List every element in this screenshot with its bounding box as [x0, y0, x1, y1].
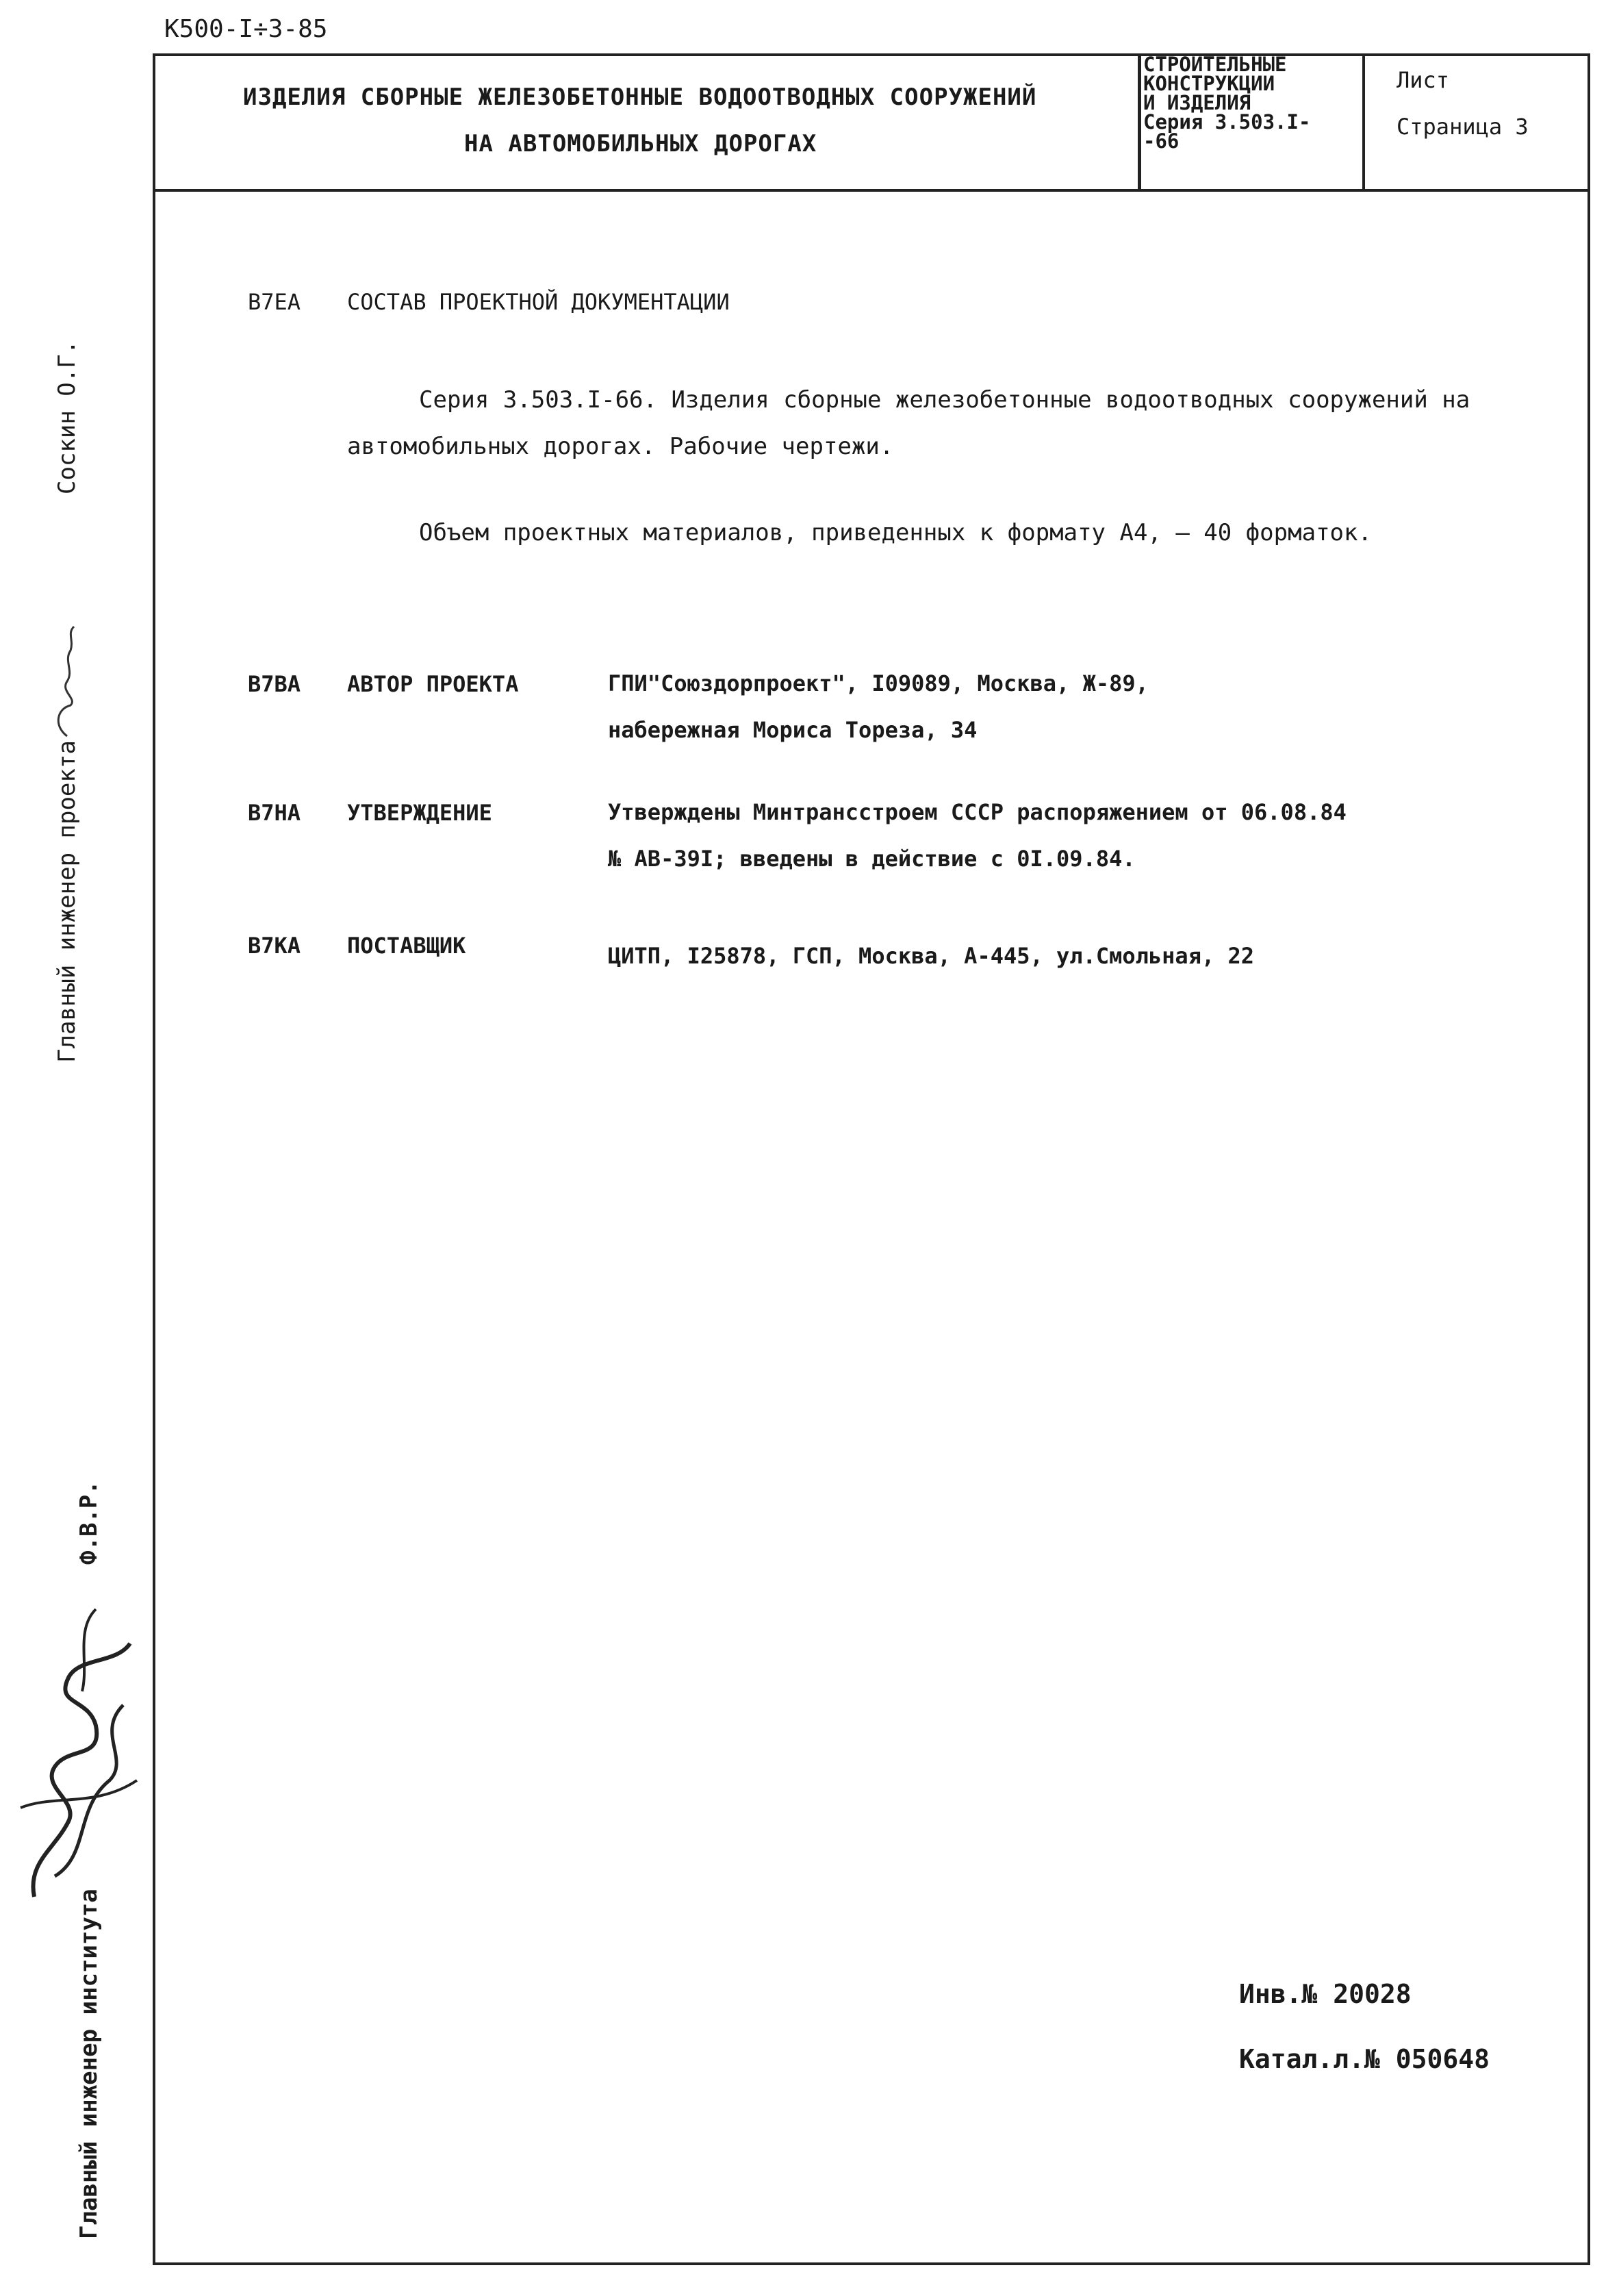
supplier-label: ПОСТАВЩИК — [347, 933, 466, 959]
signature — [40, 623, 88, 740]
author-label: АВТОР ПРОЕКТА — [347, 671, 519, 697]
header-band — [153, 53, 1590, 192]
header-divider — [1138, 53, 1141, 192]
header-title-line-2: НА АВТОМОБИЛЬНЫХ ДОРОГАХ — [464, 130, 817, 157]
approval-label: УТВЕРЖДЕНИЕ — [347, 800, 492, 826]
side-stamp-chief-engineer: Главный инженер проекта — [53, 740, 81, 1063]
series-line: КОНСТРУКЦИИ — [1143, 72, 1275, 95]
author-line: ГПИ"Союздорпроект", І09089, Москва, Ж-89, — [608, 670, 1149, 696]
document-code: К500-І÷3-85 — [164, 15, 328, 43]
page-label: Страница 3 — [1397, 114, 1529, 140]
sheet-label: Лист — [1397, 67, 1450, 93]
author-code: В7ВА — [248, 671, 301, 697]
author-value — [608, 660, 1498, 753]
approval-value — [608, 789, 1498, 882]
series-line: СТРОИТЕЛЬНЫЕ — [1143, 53, 1287, 76]
supplier-value: ЦИТП, І25878, ГСП, Москва, А-445, ул.Смольная, 22 — [608, 943, 1255, 969]
signature — [14, 1602, 151, 1904]
composition-code: В7ЕА — [248, 289, 301, 315]
header-divider — [1362, 53, 1365, 192]
approval-line: № АВ-39І; введены в действие с 0І.09.84. — [608, 846, 1136, 872]
supplier-code: В7КА — [248, 933, 301, 959]
side-stamp-name: Соскин О.Г. — [53, 340, 81, 494]
inventory-number: Инв.№ 20028 — [1239, 1979, 1412, 2009]
author-line: набережная Мориса Тореза, 34 — [608, 717, 978, 743]
composition-volume: Объем проектных материалов, приведенных к формату А4, – 40 форматок. — [419, 519, 1372, 546]
catalog-number: Катал.л.№ 050648 — [1239, 2044, 1490, 2074]
side-stamp-chief-engineer-institute: Главный инженер института — [75, 1889, 103, 2239]
side-stamp-name: Ф.В.Р. — [75, 1480, 103, 1565]
approval-line: Утверждены Минтрансстроем СССР распоряжением от 06.08.84 — [608, 799, 1347, 825]
series-line: И ИЗДЕЛИЯ — [1143, 91, 1251, 114]
composition-paragraph: Серия 3.503.І-66. Изделия сборные железобетонные водоотводных сооружений на автомобильных дорогах. Рабочие чертежи. — [347, 386, 1470, 460]
series-block — [1143, 55, 1359, 151]
composition-title: СОСТАВ ПРОЕКТНОЙ ДОКУМЕНТАЦИИ — [347, 289, 730, 315]
series-line: Серия 3.503.І- — [1143, 110, 1311, 134]
approval-code: В7НА — [248, 800, 301, 826]
header-title-line-1: ИЗДЕЛИЯ СБОРНЫЕ ЖЕЛЕЗОБЕТОННЫЕ ВОДООТВОДНЫХ СООРУЖЕНИЙ — [243, 84, 1037, 111]
series-line: -66 — [1143, 129, 1180, 153]
